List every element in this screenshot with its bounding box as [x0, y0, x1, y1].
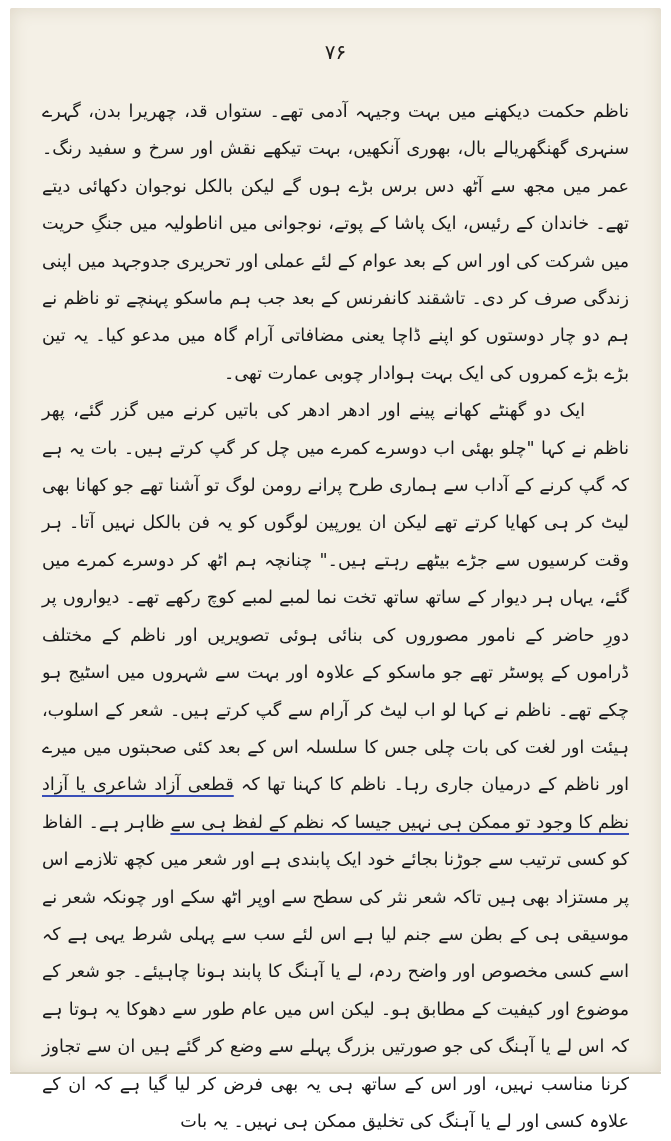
paragraph-2 [42, 393, 629, 1141]
paragraph-2-before-underline: ایک دو گھنٹے کھانے پینے اور ادھر ادھر کی باتیں کرنے میں گزر گئے، پھر ناظم نے کہا "چلو بھئی اب دوسرے کمرے میں چل کر گپ کرتے ہیں۔ بات یہ ہے کہ گپ کرنے کے آداب سے ہماری طرح پرانے رومن لوگ تو آشنا تھے جو کھانا بھی لیٹ کر ہی کھایا کرتے تھے لیکن ان یورپین لوگوں کو یہ فن بالکل نہیں آتا۔ ہر وقت کرسیوں سے جڑے بیٹھے رہتے ہیں۔" چنانچہ ہم اٹھ کر دوسرے کمرے میں گئے، یہاں ہر دیوار کے ساتھ ساتھ تخت نما لمبے لمبے کوچ رکھے تھے۔ دیواروں پر دورِ حاضر کے نامور مصوروں کی بنائی ہوئی تصویریں اور ناظم کے مختلف ڈراموں کے پوسٹر تھے جو ماسکو کے علاوہ اور بہت سے شہروں میں اسٹیج ہو چکے تھے۔ ناظم نے کہا لو اب لیٹ کر آرام سے گپ کرتے ہیں۔ شعر کے اسلوب، ہیئت اور لغت کی بات چلی جس کا سلسلہ اس کے بعد کئی صحبتوں میں میرے اور ناظم کے درمیان جاری رہا۔ ناظم کا کہنا تھا کہ [42, 401, 629, 796]
paragraph-2-after-underline: ظاہر ہے۔ الفاظ کو کسی ترتیب سے جوڑنا بجائے خود ایک پابندی ہے اور شعر میں کچھ تلازمے اس پر مستزاد بھی ہیں تاکہ شعر نثر کی سطح سے اوپر اٹھ سکے اور چونکہ شعر نے موسیقی ہی کے بطن سے جنم لیا ہے اس لئے سب سے پہلی شرط یہی ہے کہ اسے کسی مخصوص اور واضح ردم، لے یا آہنگ کا پابند ہونا چاہیئے۔ جو شعر کے موضوع اور کیفیت کے مطابق ہو۔ لیکن اس میں عام طور سے دھوکا یہ ہوتا ہے کہ اس لے یا آہنگ کی جو صورتیں بزرگ پہلے سے وضع کر گئے ہیں ان سے تجاوز کرنا مناسب نہیں، اور اس کے ساتھ ہی یہ بھی فرض کر لیا گیا ہے کہ ان کے علاوہ کسی اور لے یا آہنگ کی تخلیق ممکن ہی نہیں۔ یہ بات [42, 812, 629, 1132]
page-bottom-edge [10, 1072, 661, 1074]
page-body-text [42, 94, 629, 1141]
book-page [10, 8, 661, 1132]
underlined-phrase: قطعی آزاد شاعری یا آزاد نظم کا وجود تو ممکن ہی نہیں جیسا کہ نظم کے لفظ ہی سے [42, 775, 629, 833]
page-number: ۷۶ [324, 40, 347, 64]
paragraph-1: ناظم حکمت دیکھنے میں بہت وجیہہ آدمی تھے۔ ستواں قد، چھریرا بدن، گہرے سنہری گھنگھریالے بال، بھوری آنکھیں، بہت تیکھے نقش اور سرخ و سفید رنگ۔ عمر میں مجھ سے آٹھ دس برس بڑے ہوں گے لیکن بالکل نوجوان دکھائی دیتے تھے۔ خاندان کے رئیس، ایک پاشا کے پوتے، نوجوانی میں اناطولیہ میں جنگِ حریت میں شرکت کی اور اس کے بعد عوام کے لئے عملی اور تحریری جدوجہد میں اپنی زندگی صرف کر دی۔ تاشقند کانفرنس کے بعد جب ہم ماسکو پہنچے تو ناظم نے ہم دو چار دوستوں کو اپنے ڈاچا یعنی مضافاتی آرام گاہ میں مدعو کیا۔ یہ تین بڑے بڑے کمروں کی ایک بہت ہوادار چوبی عمارت تھی۔ [42, 102, 629, 384]
